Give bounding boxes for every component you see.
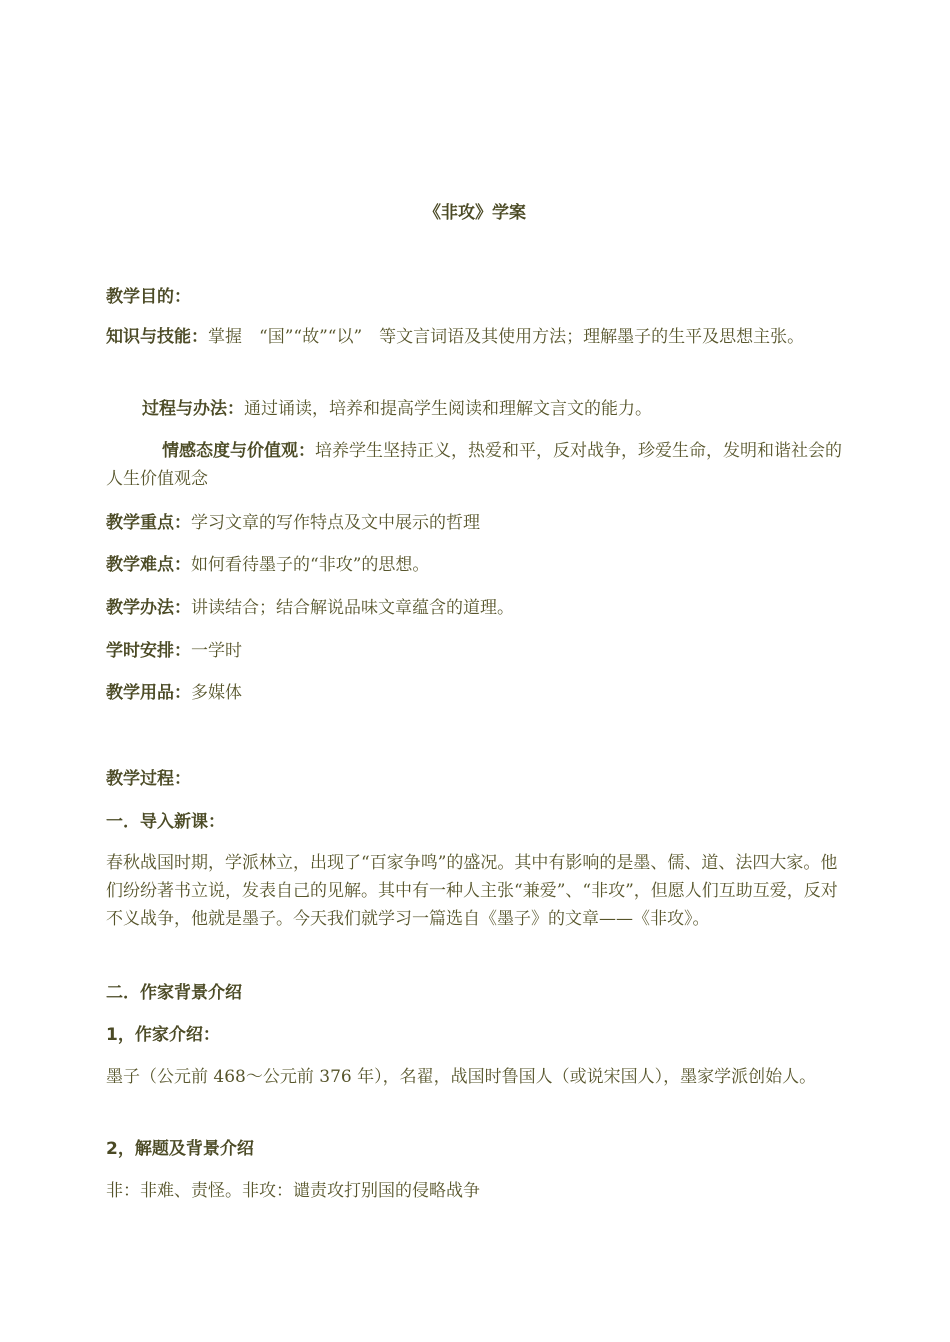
emotion-label: 情感态度与价值观： xyxy=(162,441,315,461)
author-heading-text: 1，作家介绍： xyxy=(106,1025,220,1045)
schedule xyxy=(106,637,842,665)
background-body: 非：非难、责怪。非攻：谴责攻打别国的侵略战争 xyxy=(106,1181,480,1201)
background-heading-text: 2，解题及背景介绍 xyxy=(106,1139,254,1159)
section1-heading xyxy=(106,808,842,836)
teaching-tools xyxy=(106,679,842,707)
schedule-label: 学时安排： xyxy=(106,641,191,661)
method-text: 讲读结合；结合解说品味文章蕴含的道理。 xyxy=(191,598,514,618)
author-body: 墨子（公元前 468～公元前 376 年），名翟，战国时鲁国人（或说宋国人），墨家学派创始人。 xyxy=(106,1067,817,1087)
method-label: 教学办法： xyxy=(106,598,191,618)
background-heading xyxy=(106,1135,842,1163)
process-heading xyxy=(106,765,842,793)
key-points-label: 教学重点： xyxy=(106,513,191,533)
schedule-text: 一学时 xyxy=(191,641,242,661)
tools-text: 多媒体 xyxy=(191,683,242,703)
section1-body: 春秋战国时期，学派林立，出现了“百家争鸣”的盛况。其中有影响的是墨、儒、道、法四大家。他们纷纷著书立说，发表自己的见解。其中有一种人主张“兼爱”、“非攻”，但愿人们互助互爱，反对不义战争，他就是墨子。今天我们就学习一篇选自《墨子》的文章——《非攻》。 xyxy=(106,853,838,929)
knowledge-label: 知识与技能： xyxy=(106,327,208,347)
key-points-text: 学习文章的写作特点及文中展示的哲理 xyxy=(191,513,480,533)
emotion-text: 培养学生坚持正义，热爱和平，反对战争，珍爱生命，发明和谐社会的人生价值观念 xyxy=(106,441,842,489)
difficulty-text: 如何看待墨子的“非攻”的思想。 xyxy=(191,555,430,575)
difficulty xyxy=(106,551,842,579)
objectives-heading xyxy=(106,283,842,311)
process-methods xyxy=(106,395,842,423)
tools-label: 教学用品： xyxy=(106,683,191,703)
process-heading-text: 教学过程： xyxy=(106,769,191,789)
difficulty-label: 教学难点： xyxy=(106,555,191,575)
section1-heading-text: 一．导入新课： xyxy=(106,812,225,832)
teaching-method xyxy=(106,594,842,622)
section2-heading-text: 二．作家背景介绍 xyxy=(106,983,242,1003)
process-label: 过程与办法： xyxy=(142,399,244,419)
document-title: 《非攻》学案 xyxy=(424,203,526,223)
objectives-heading-text: 教学目的： xyxy=(106,287,191,307)
section2-heading xyxy=(106,979,842,1007)
process-text: 通过诵读，培养和提高学生阅读和理解文言文的能力。 xyxy=(244,399,652,419)
key-points xyxy=(106,509,842,537)
author-heading xyxy=(106,1021,842,1049)
knowledge-text: 掌握 “国”“故”“以” 等文言词语及其使用方法；理解墨子的生平及思想主张。 xyxy=(208,327,805,347)
knowledge-skills xyxy=(106,323,842,351)
emotion-values xyxy=(106,437,842,493)
